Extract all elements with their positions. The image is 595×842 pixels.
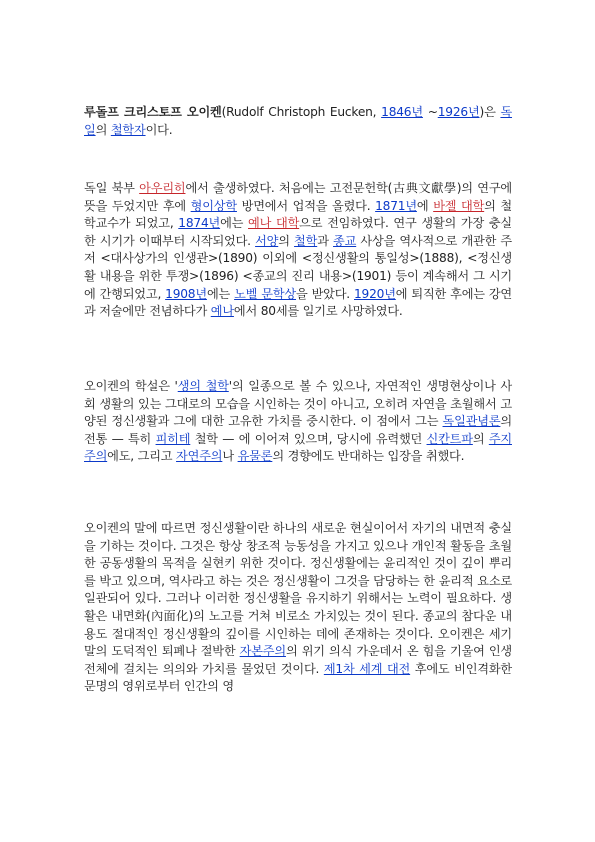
- link-basel-university[interactable]: 바젤 대학: [433, 198, 485, 213]
- text: 독일 북부: [84, 181, 140, 195]
- text: 철학 — 에 이어져 있으며, 당시에 유력했던: [190, 431, 427, 446]
- paragraph-biography: [84, 180, 512, 321]
- text: 후에도 비인격화한 문명의 영위로부터 인간의 영: [84, 661, 512, 694]
- link-life-philosophy[interactable]: 생의 철학: [177, 379, 229, 393]
- link-jena[interactable]: 예나: [210, 304, 234, 319]
- text: 에서 80세를 일기로 사망하였다.: [233, 304, 403, 319]
- text: 에는: [220, 216, 249, 231]
- link-german-idealism[interactable]: 독일관념론: [442, 414, 501, 429]
- link-birth-year[interactable]: 1846년: [381, 105, 423, 119]
- paragraph-spiritual-life: [84, 520, 512, 696]
- link-west[interactable]: 서양: [255, 233, 279, 248]
- link-naturalism[interactable]: 자연주의: [176, 449, 223, 464]
- text: 의 경향에도 반대하는 입장을 취했다.: [272, 449, 465, 464]
- text: 의: [95, 122, 111, 137]
- paragraph-doctrine: [84, 378, 512, 466]
- text: )은: [479, 105, 501, 119]
- text: 사상을 역사적으로 개관한 주저 <대사상가의 인생관>(1890) 이외에 <정신생활의 통일성>(1888), <정신생활 내용을 위한 투쟁>(1896) <종교의 진리 내용>(1901) 등이 계속해서 그 시기에 간행되었고,: [84, 233, 512, 301]
- link-1920[interactable]: 1920년: [354, 286, 396, 301]
- link-philosophy[interactable]: 철학: [294, 233, 318, 248]
- intro-paragraph: [84, 104, 512, 139]
- link-religion[interactable]: 종교: [333, 233, 357, 248]
- link-1908[interactable]: 1908년: [165, 286, 207, 301]
- link-intellectualism[interactable]: 주지주의: [84, 431, 512, 464]
- link-philosopher[interactable]: 철학자: [110, 122, 146, 137]
- text: 의 철학교수가 되었고,: [84, 198, 513, 231]
- link-metaphysics[interactable]: 형이상학: [190, 198, 237, 213]
- link-world-war-one[interactable]: 제1차 세계 대전: [323, 661, 411, 676]
- text: 오이켄의 말에 따르면 정신생활이란 하나의 새로운 현실이어서 자기의 내면적 충실을 기하는 것이다. 그것은 항상 창조적 능동성을 가지고 있으나 개인적 활동을 초월한 공동생활의 목적을 실현키 위한 것이다. 정신생활에는 윤리적인 것이 깊이 뿌리를 박고 있으며, 역사라고 하는 것은 정신생활이 그것을 담당하는 한 윤리적 요소로 일관되어 있다. 그러나 이러한 정신생활을 유지하기 위해서는 노력이 필요하다. 생활은 내면화(內面化)의 노고를 거쳐 비로소 가치있는 것이 된다. 종교의 참다운 내용도 절대적인 정신생활의 깊이를 시인하는 데에 존재하는 것이다. 오이켄은 세기말의 도덕적인 퇴폐나 절박한: [84, 521, 512, 659]
- latin-name: (Rudolf Christoph Eucken,: [221, 105, 382, 119]
- link-neo-kantianism[interactable]: 신칸트파: [426, 431, 473, 446]
- text: 에는: [206, 286, 235, 301]
- link-nobel-prize[interactable]: 노벨 문학상: [234, 286, 296, 301]
- link-1871[interactable]: 1871년: [375, 198, 417, 213]
- link-1874[interactable]: 1874년: [178, 216, 221, 231]
- text: '의 일종으로 볼 수 있으나, 자연적인 생명현상이나 사회 생활의 있는 그대로의 모습을 시인하는 것이 아니고, 오히려 자연을 초월해서 고양된 정신생활과 그에 대한 고유한 가치를 중시한다. 이 점에서 그는: [84, 379, 512, 429]
- text: 의 위기 의식 가운데서 온 힘을 기울여 인생 전체에 걸치는 의의와 가치를 물었던 것이다.: [84, 644, 512, 676]
- link-fichte[interactable]: 피히테: [155, 431, 191, 446]
- text: 나: [222, 449, 238, 464]
- text: 을 받았다.: [296, 286, 354, 301]
- link-materialism[interactable]: 유물론: [237, 449, 273, 464]
- text: 에도, 그리고: [107, 449, 177, 464]
- link-germany[interactable]: 독일: [84, 105, 513, 137]
- link-aurich[interactable]: 아우리히: [139, 181, 186, 195]
- text: 오이켄의 학설은 ': [84, 379, 178, 393]
- text: 의 전통 — 특히: [84, 414, 512, 446]
- text: ~: [422, 105, 438, 119]
- link-capitalism[interactable]: 자본주의: [239, 644, 286, 659]
- text: 으로 전임하였다. 연구 생활의 가장 충실한 시기가 이때부터 시작되었다.: [84, 216, 512, 248]
- subject-name: 루돌프 크리스토프 오이켄: [84, 105, 222, 119]
- link-death-year[interactable]: 1926년: [437, 105, 480, 119]
- link-jena-university[interactable]: 예나 대학: [248, 216, 300, 231]
- text: 방면에서 업적을 올렸다.: [236, 198, 376, 213]
- text: 에: [416, 198, 434, 213]
- text: 이다.: [145, 122, 173, 137]
- text: 의: [472, 431, 489, 446]
- text: 과: [317, 233, 334, 248]
- text: 의: [278, 233, 295, 248]
- text: 에 퇴직한 후에는 강연과 저술에만 전념하다가: [84, 286, 512, 319]
- text: 에서 출생하였다. 처음에는 고전문헌학(古典文獻學)의 연구에 뜻을 두었지만 후에: [84, 181, 512, 213]
